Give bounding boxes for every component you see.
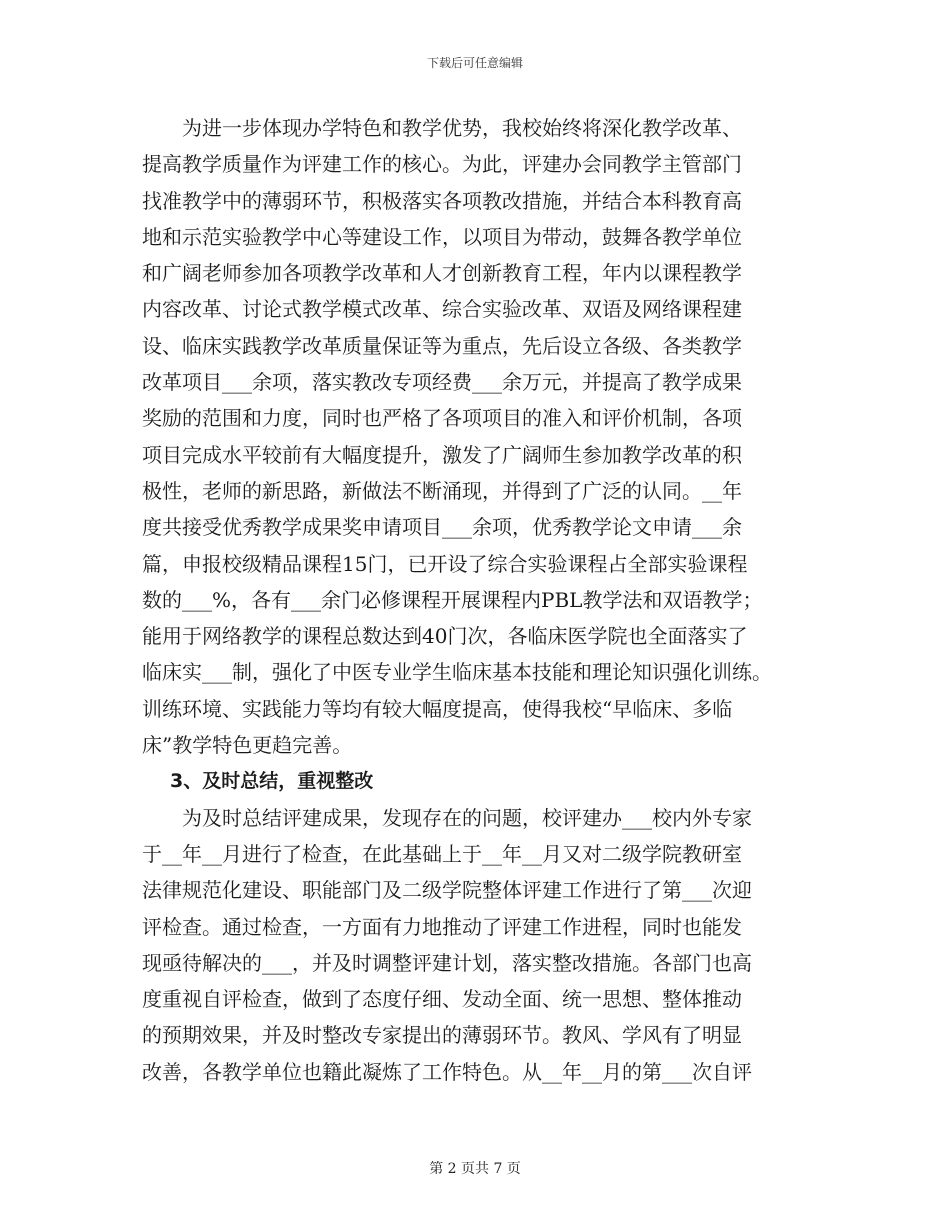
paragraph-line: 的预期效果，并及时整改专家提出的薄弱环节。教风、学风有了明显 [142, 1023, 742, 1048]
paragraph-line: 改革项目___余项，落实教改专项经费___余万元，并提高了教学成果 [142, 370, 742, 395]
paragraph-line: 评检查。通过检查，一方面有力地推动了评建工作进程，同时也能发 [142, 914, 742, 939]
paragraph-line: 找准教学中的薄弱环节，积极落实各项教改措施，并结合本科教育高 [142, 188, 742, 213]
paragraph-line: 设、临床实践教学改革质量保证等为重点，先后设立各级、各类教学 [142, 333, 742, 358]
paragraph-line: 现亟待解决的___，并及时调整评建计划，落实整改措施。各部门也高 [142, 950, 752, 975]
paragraph-line: 为及时总结评建成果，发现存在的问题，校评建办___校内外专家 [182, 805, 752, 830]
paragraph-line: 床”教学特色更趋完善。 [142, 733, 353, 758]
paragraph-line: 于__年__月进行了检查，在此基础上于__年__月又对二级学院教研室 [142, 841, 742, 866]
paragraph-line: 训练环境、实践能力等均有较大幅度提高，使得我校“早临床、多临 [142, 696, 733, 721]
paragraph-line: 度共接受优秀教学成果奖申请项目___余项，优秀教学论文申请___余 [142, 515, 742, 540]
paragraph-line: 能用于网络教学的课程总数达到40门次，各临床医学院也全面落实了 [142, 624, 748, 649]
paragraph-line: 数的___%，各有___余门必修课程开展课程内PBL教学法和双语教学； [142, 587, 763, 612]
paragraph-line: 和广阔老师参加各项教学改革和人才创新教育工程，年内以课程教学 [142, 261, 742, 286]
paragraph-line: 为进一步体现办学特色和教学优势，我校始终将深化教学改革、 [182, 116, 742, 140]
page-header: 下载后可任意编辑 [426, 56, 523, 70]
paragraph-line: 法律规范化建设、职能部门及二级学院整体评建工作进行了第___次迎 [142, 878, 752, 903]
paragraph-line: 篇，申报校级精品课程15门，已开设了综合实验课程占全部实验课程 [142, 551, 748, 576]
paragraph-line: 临床实___制，强化了中医专业学生临床基本技能和理论知识强化训练。 [142, 660, 772, 685]
paragraph-line: 改善，各教学单位也籍此凝炼了工作特色。从__年__月的第___次自评 [142, 1059, 752, 1084]
paragraph-line: 提高教学质量作为评建工作的核心。为此，评建办会同教学主管部门 [142, 152, 742, 177]
document-body [142, 110, 802, 1090]
paragraph-line: 度重视自评检查，做到了态度仔细、发动全面、统一思想、整体推动 [142, 987, 742, 1012]
paragraph-line: 内容改革、讨论式教学模式改革、综合实验改革、双语及网络课程建 [142, 297, 742, 322]
paragraph-line: 极性，老师的新思路，新做法不断涌现，并得到了广泛的认同。__年 [142, 478, 742, 503]
section-heading: 3、及时总结，重视整改 [170, 770, 374, 793]
paragraph-line: 项目完成水平较前有大幅度提升，激发了广阔师生参加教学改革的积 [142, 442, 742, 467]
page-number: 第 2 页共 7 页 [429, 1161, 521, 1177]
paragraph-line: 地和示范实验教学中心等建设工作，以项目为带动，鼓舞各教学单位 [142, 224, 742, 249]
paragraph-line: 奖励的范围和力度，同时也严格了各项项目的准入和评价机制，各项 [142, 406, 742, 431]
